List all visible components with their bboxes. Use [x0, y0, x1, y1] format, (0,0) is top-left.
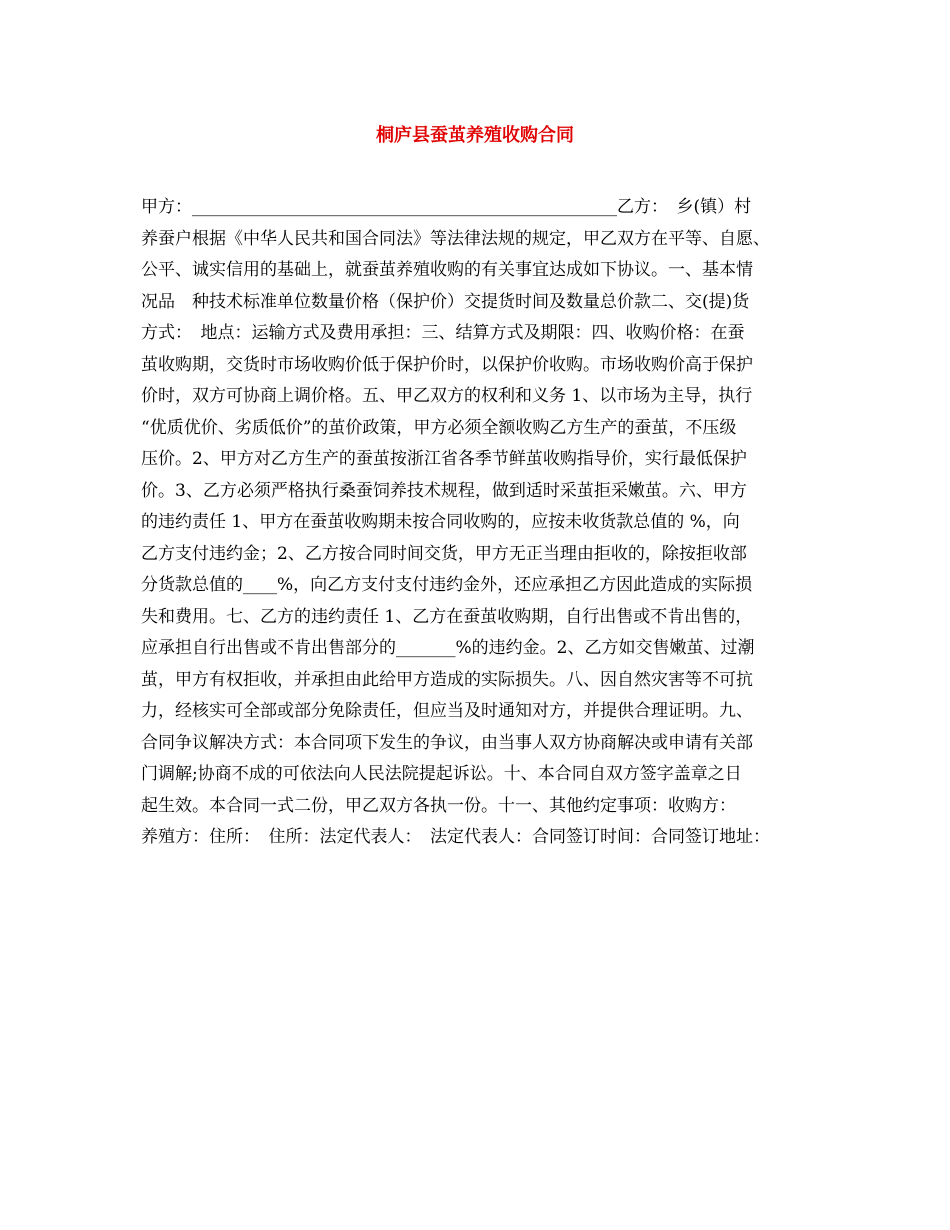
contract-line-3: 公平、诚实信用的基础上，就蚕茧养殖收购的有关事宜达成如下协议。一、基本情 [141, 260, 753, 280]
contract-line-6: 茧收购期，交货时市场收购价低于保护价时，以保护价收购。市场收购价高于保护 [141, 354, 753, 375]
contract-line-4: 况品 种技术标准单位数量价格（保护价）交提货时间及数量总价款二、交(提)货 [141, 291, 750, 312]
contract-line-7: 价时，双方可协商上调价格。五、甲乙双方的权利和义务 1、以市场为主导，执行 [141, 386, 753, 406]
contract-body [141, 192, 831, 854]
contract-line-11: 的违约责任 1、甲方在蚕茧收购期未按合同收购的，应按未收货款总值的 %，向 [141, 512, 740, 532]
contract-line-19: 门调解;协商不成的可依法向人民法院提起诉讼。十、本合同自双方签字盖章之日 [141, 764, 742, 784]
contract-line-5: 方式： 地点：运输方式及费用承担：三、结算方式及期限：四、收购价格：在蚕 [141, 323, 745, 343]
contract-line-9: 压价。2、甲方对乙方生产的蚕茧按浙江省各季节鲜茧收购指导价，实行最低保护 [141, 449, 747, 469]
contract-line-15: 应承担自行出售或不肯出售部分的_______%的违约金。2、乙方如交售嫩茧、过潮 [141, 638, 755, 658]
contract-line-2: 养蚕户根据《中华人民共和国合同法》等法律法规的规定，甲乙双方在平等、自愿、 [141, 228, 770, 249]
contract-line-14: 失和费用。七、乙方的违约责任 1、乙方在蚕茧收购期，自行出售或不肯出售的， [141, 606, 753, 627]
contract-line-10: 价。3、乙方必须严格执行桑蚕饲养技术规程，做到适时采茧拒采嫩茧。六、甲方 [141, 480, 747, 501]
contract-line-21: 养殖方：住所： 住所：法定代表人： 法定代表人：合同签订时间：合同签订地址： [141, 827, 770, 847]
contract-line-1: 甲方：__________________________________________________乙方： 乡(镇）村 [141, 197, 752, 217]
contract-line-16: 茧，甲方有权拒收，并承担由此给甲方造成的实际损失。八、因自然灾害等不可抗 [141, 669, 753, 690]
document-title: 桐庐县蚕茧养殖收购合同 [376, 125, 574, 146]
contract-line-12: 乙方支付违约金；2、乙方按合同时间交货，甲方无正当理由拒收的，除按拒收部 [141, 543, 747, 564]
contract-line-13: 分货款总值的____%，向乙方支付支付违约金外，还应承担乙方因此造成的实际损 [141, 575, 753, 595]
contract-line-20: 起生效。本合同一式二份，甲乙双方各执一份。十一、其他约定事项：收购方： [141, 795, 736, 816]
contract-line-8: “优质优价、劣质低价”的茧价政策，甲方必须全额收购乙方生产的蚕茧，不压级 [141, 417, 737, 438]
contract-line-18: 合同争议解决方式：本合同项下发生的争议，由当事人双方协商解决或申请有关部 [141, 732, 753, 753]
contract-line-17: 力，经核实可全部或部分免除责任，但应当及时通知对方，并提供合理证明。九、 [141, 701, 753, 721]
